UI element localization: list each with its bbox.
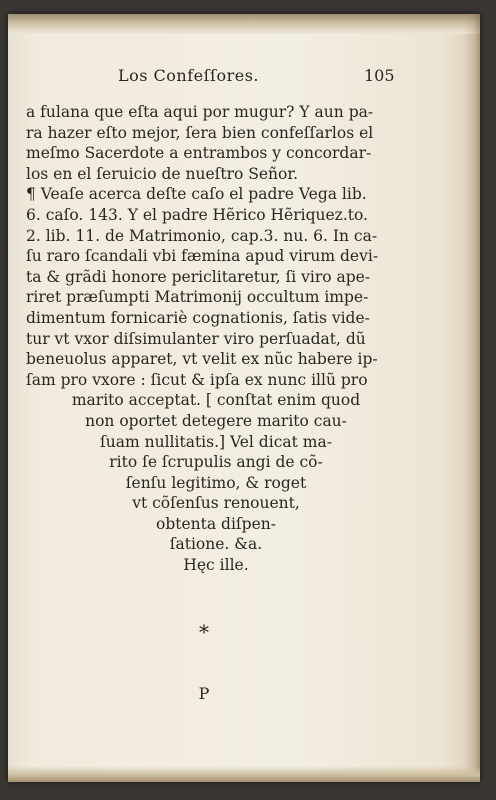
- signature-mark: P: [198, 684, 210, 703]
- text-line: ¶ Veaſe acerca deſte caſo el padre Vega lib.: [26, 185, 367, 204]
- text-line: ſu raro ſcandali vbi fæmina apud virum devi-: [26, 247, 379, 266]
- text-line: non oportet detegere marito cau-: [85, 411, 347, 430]
- text-line: los en el ſeruicio de nueſtro Señor.: [26, 164, 298, 183]
- text-line: rito ſe ſcrupulis angi de cõ-: [109, 453, 323, 472]
- text-line: ra hazer eſto mejor, ſera bien confeſſarlos el: [26, 123, 374, 142]
- text-line: marito acceptat. [ conſtat enim quod: [71, 391, 361, 410]
- page-bottom-edge: [8, 766, 480, 782]
- running-head: Los Confeſſores.: [118, 66, 260, 85]
- text-line: ſenſu legitimo, & roget: [125, 473, 307, 492]
- text-line: obtenta diſpen-: [156, 514, 276, 533]
- text-line: ſam pro vxore : ſicut & ipſa ex nunc illũ pro: [26, 370, 368, 389]
- text-line: a fulana que eſta aqui por mugur? Y aun pa-: [26, 103, 374, 121]
- page-top-edge: [8, 14, 480, 34]
- text-line: 6. caſo. 143. Y el padre Hẽrico Hẽriquez.to.: [26, 205, 368, 224]
- text-line: beneuolus apparet, vt velit ex nũc habere ip-: [26, 350, 378, 369]
- text-line: vt cõſenſus renouent,: [132, 494, 300, 513]
- text-line: 2. lib. 11. de Matrimonio, cap.3. nu. 6. In ca-: [26, 226, 378, 245]
- text-line: riret præſumpti Matrimonij occultum impe-: [26, 288, 369, 307]
- text-line: ta & grãdi honore periclitaretur, ſi viro ape-: [26, 267, 371, 286]
- page-right-edge: [464, 14, 480, 782]
- body-text: [26, 102, 406, 576]
- text-line: dimentum fornicariè cognationis, ſatis vide-: [26, 308, 370, 327]
- book-page: [8, 14, 480, 782]
- text-line: ſuam nullitatis.] Vel dicat ma-: [100, 432, 332, 451]
- text-line: meſmo Sacerdote a entrambos y concordar-: [26, 144, 372, 163]
- text-line: ſatione. &a.: [169, 535, 263, 554]
- asterisk-ornament: *: [199, 620, 209, 644]
- page-number: 105: [364, 66, 395, 85]
- text-line: tur vt vxor diſsimulanter viro perſuadat, dũ: [26, 329, 366, 348]
- text-line: Hęc ille.: [183, 556, 249, 575]
